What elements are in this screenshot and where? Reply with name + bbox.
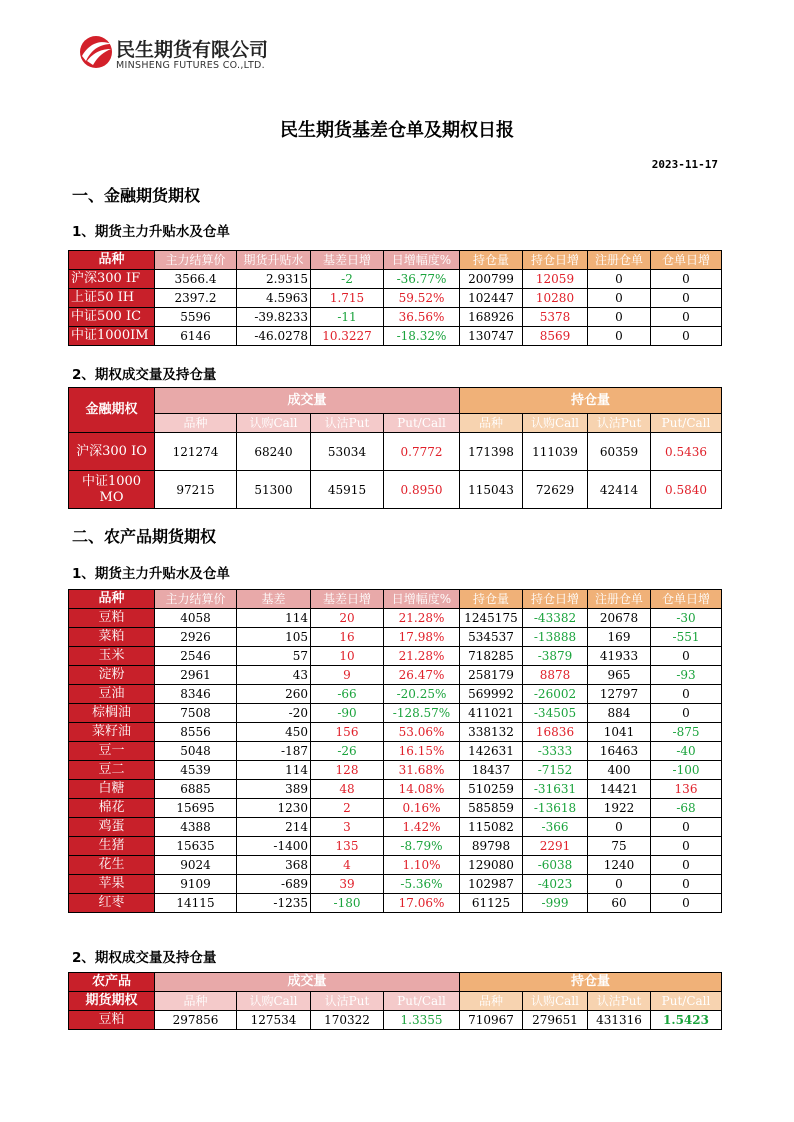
table-cell: 97215 (155, 471, 237, 509)
column-header: 日增幅度% (384, 590, 460, 609)
table-cell: 1.42% (384, 818, 460, 837)
table-cell: 16.15% (384, 742, 460, 761)
options-subheader: Put/Call (384, 414, 460, 433)
table-cell: 39 (311, 875, 384, 894)
table-cell: 965 (588, 666, 651, 685)
table-cell: 129080 (460, 856, 523, 875)
logo-english-name: MINSHENG FUTURES CO.,LTD. (116, 60, 265, 71)
table-cell: 297856 (155, 1011, 237, 1030)
table-cell: 72629 (523, 471, 588, 509)
table-cell: -34505 (523, 704, 588, 723)
table-cell: -5.36% (384, 875, 460, 894)
table-cell: 0 (651, 894, 722, 913)
table-cell: 534537 (460, 628, 523, 647)
table-cell: 0 (651, 875, 722, 894)
table-cell: 431316 (588, 1011, 651, 1030)
table-cell: -36.77% (384, 270, 460, 289)
table-cell: 0 (588, 289, 651, 308)
table-cell: -551 (651, 628, 722, 647)
table-cell: 59.52% (384, 289, 460, 308)
column-header: 主力结算价 (155, 251, 237, 270)
table-row (69, 875, 722, 894)
section2-sub1: 1、期货主力升贴水及仓单 (72, 566, 230, 582)
table-cell: 60 (588, 894, 651, 913)
table-cell: 510259 (460, 780, 523, 799)
table-cell: 26.47% (384, 666, 460, 685)
table-cell: 14115 (155, 894, 237, 913)
options-subheader: 认购Call (523, 992, 588, 1011)
product-name: 棉花 (69, 799, 155, 818)
table-cell: -26 (311, 742, 384, 761)
table-cell: -999 (523, 894, 588, 913)
table-cell: -7152 (523, 761, 588, 780)
column-header: 主力结算价 (155, 590, 237, 609)
table-cell: 9109 (155, 875, 237, 894)
table-cell: 6885 (155, 780, 237, 799)
product-name: 白糖 (69, 780, 155, 799)
table-cell: 4058 (155, 609, 237, 628)
table-row (69, 799, 722, 818)
table-cell: 17.06% (384, 894, 460, 913)
table-cell: 10280 (523, 289, 588, 308)
table-cell: 168926 (460, 308, 523, 327)
table-row (69, 289, 722, 308)
table-cell: 115082 (460, 818, 523, 837)
table-cell: -93 (651, 666, 722, 685)
table-cell: -11 (311, 308, 384, 327)
table-cell: 3 (311, 818, 384, 837)
table-cell: -1400 (237, 837, 311, 856)
report-date: 2023-11-17 (651, 158, 718, 171)
table-cell: -13618 (523, 799, 588, 818)
table-cell: 53.06% (384, 723, 460, 742)
table-cell: 279651 (523, 1011, 588, 1030)
table-cell: 1245175 (460, 609, 523, 628)
table-cell: 102987 (460, 875, 523, 894)
product-name: 玉米 (69, 647, 155, 666)
table-cell: 884 (588, 704, 651, 723)
table-row (69, 433, 722, 471)
product-name: 豆粕 (69, 609, 155, 628)
table-cell: -90 (311, 704, 384, 723)
table-row (69, 761, 722, 780)
table-cell: 200799 (460, 270, 523, 289)
table-cell: -8.79% (384, 837, 460, 856)
table-cell: 61125 (460, 894, 523, 913)
table-cell: -6038 (523, 856, 588, 875)
table-cell: 214 (237, 818, 311, 837)
table-cell: 2926 (155, 628, 237, 647)
table-cell: 114 (237, 761, 311, 780)
table-cell: 8878 (523, 666, 588, 685)
table-cell: 12797 (588, 685, 651, 704)
table-cell: 8556 (155, 723, 237, 742)
table-cell: 136 (651, 780, 722, 799)
options-subheader: 认沽Put (588, 414, 651, 433)
section1-sub2: 2、期权成交量及持仓量 (72, 367, 217, 383)
product-name: 苹果 (69, 875, 155, 894)
table-row (69, 837, 722, 856)
table-cell: 0 (588, 327, 651, 346)
table-cell: 4 (311, 856, 384, 875)
table-row (69, 685, 722, 704)
table-cell: 4.5963 (237, 289, 311, 308)
table-cell: 5378 (523, 308, 588, 327)
table-cell: 9 (311, 666, 384, 685)
table-cell: 4539 (155, 761, 237, 780)
table-cell: 18437 (460, 761, 523, 780)
product-name: 豆二 (69, 761, 155, 780)
table-cell: 41933 (588, 647, 651, 666)
table-cell: 43 (237, 666, 311, 685)
column-header: 基差日增 (311, 251, 384, 270)
table-row (69, 471, 722, 509)
options-subheader: 品种 (460, 992, 523, 1011)
table-cell: 20 (311, 609, 384, 628)
table-cell: 15695 (155, 799, 237, 818)
table-cell: 450 (237, 723, 311, 742)
options-title-cell-2: 期货期权 (69, 992, 155, 1011)
table-cell: -2 (311, 270, 384, 289)
product-name: 菜籽油 (69, 723, 155, 742)
table-row (69, 628, 722, 647)
table-cell: 2397.2 (155, 289, 237, 308)
table-cell: 130747 (460, 327, 523, 346)
table-cell: 0 (651, 289, 722, 308)
table-cell: 142631 (460, 742, 523, 761)
table-cell: 710967 (460, 1011, 523, 1030)
table-cell: 2961 (155, 666, 237, 685)
table-cell: 115043 (460, 471, 523, 509)
column-header: 品种 (69, 590, 155, 609)
product-name: 上证50 IH (69, 289, 155, 308)
table-cell: 1.5423 (651, 1011, 722, 1030)
table-cell: 127534 (237, 1011, 311, 1030)
table-cell: 9024 (155, 856, 237, 875)
options-title-cell-1: 农产品 (69, 973, 155, 992)
table-cell: 411021 (460, 704, 523, 723)
product-name: 中证1000 MO (69, 471, 155, 509)
table-cell: -3333 (523, 742, 588, 761)
table-cell: 0 (651, 818, 722, 837)
minsheng-logo-icon (78, 34, 114, 70)
options-subheader: Put/Call (651, 992, 722, 1011)
table-cell: 2 (311, 799, 384, 818)
table-cell: 6146 (155, 327, 237, 346)
column-header: 日增幅度% (384, 251, 460, 270)
table-cell: 8569 (523, 327, 588, 346)
table-cell: -43382 (523, 609, 588, 628)
oi-group-header: 持仓量 (460, 973, 722, 992)
table-cell: 0 (588, 818, 651, 837)
column-header: 品种 (69, 251, 155, 270)
product-name: 豆粕 (69, 1011, 155, 1030)
table-header-row (69, 251, 722, 270)
table-cell: 0 (651, 270, 722, 289)
table-cell: 170322 (311, 1011, 384, 1030)
table-cell: 45915 (311, 471, 384, 509)
table-cell: 10.3227 (311, 327, 384, 346)
table-cell: 169 (588, 628, 651, 647)
table-cell: 718285 (460, 647, 523, 666)
table-cell: 21.28% (384, 647, 460, 666)
table-row (69, 647, 722, 666)
table-cell: 171398 (460, 433, 523, 471)
table-cell: 16463 (588, 742, 651, 761)
table-cell: 1.10% (384, 856, 460, 875)
options-subheader: Put/Call (651, 414, 722, 433)
table-cell: 338132 (460, 723, 523, 742)
table-cell: 14421 (588, 780, 651, 799)
table-row (69, 894, 722, 913)
table-row (69, 609, 722, 628)
table-cell: -875 (651, 723, 722, 742)
table-cell: 7508 (155, 704, 237, 723)
table-cell: -39.8233 (237, 308, 311, 327)
table-cell: 135 (311, 837, 384, 856)
table-cell: -68 (651, 799, 722, 818)
section2-sub2: 2、期权成交量及持仓量 (72, 950, 217, 966)
table-cell: -187 (237, 742, 311, 761)
section1-title: 一、金融期货期权 (72, 186, 201, 205)
table-cell: 57 (237, 647, 311, 666)
options-subheader: 品种 (155, 992, 237, 1011)
table-cell: 105 (237, 628, 311, 647)
table-cell: 5048 (155, 742, 237, 761)
table-cell: 585859 (460, 799, 523, 818)
table-cell: -66 (311, 685, 384, 704)
table-cell: -180 (311, 894, 384, 913)
table-cell: 368 (237, 856, 311, 875)
agri-futures-table (68, 589, 722, 913)
financial-futures-table (68, 250, 722, 346)
table-header-row (69, 590, 722, 609)
table-cell: 17.98% (384, 628, 460, 647)
table-cell: -366 (523, 818, 588, 837)
table-cell: 1.3355 (384, 1011, 460, 1030)
column-header: 持仓日增 (523, 251, 588, 270)
table-cell: 20678 (588, 609, 651, 628)
table-cell: 389 (237, 780, 311, 799)
column-header: 仓单日增 (651, 251, 722, 270)
table-cell: 0 (651, 685, 722, 704)
table-row (69, 780, 722, 799)
table-cell: 0 (651, 327, 722, 346)
table-cell: 4388 (155, 818, 237, 837)
table-cell: 21.28% (384, 609, 460, 628)
column-header: 持仓量 (460, 590, 523, 609)
volume-group-header: 成交量 (155, 973, 460, 992)
options-subheader: 认沽Put (588, 992, 651, 1011)
table-cell: 0 (588, 308, 651, 327)
product-name: 淀粉 (69, 666, 155, 685)
table-cell: 16836 (523, 723, 588, 742)
section1-sub1: 1、期货主力升贴水及仓单 (72, 224, 230, 240)
financial-options-table (68, 387, 722, 509)
column-header: 仓单日增 (651, 590, 722, 609)
logo-chinese-name: 民生期货有限公司 (116, 39, 269, 61)
options-title-cell: 金融期权 (69, 388, 155, 433)
options-subheader: 品种 (155, 414, 237, 433)
column-header: 期货升贴水 (237, 251, 311, 270)
table-cell: -20 (237, 704, 311, 723)
table-row (69, 308, 722, 327)
column-header: 注册仓单 (588, 251, 651, 270)
column-header: 注册仓单 (588, 590, 651, 609)
table-row (69, 818, 722, 837)
column-header: 持仓日增 (523, 590, 588, 609)
table-cell: 89798 (460, 837, 523, 856)
table-cell: -128.57% (384, 704, 460, 723)
table-cell: 102447 (460, 289, 523, 308)
table-cell: 1041 (588, 723, 651, 742)
table-cell: 0 (588, 270, 651, 289)
report-title: 民生期货基差仓单及期权日报 (280, 120, 514, 141)
table-row (69, 666, 722, 685)
table-cell: 0 (651, 308, 722, 327)
table-cell: 36.56% (384, 308, 460, 327)
options-subheader: 认沽Put (311, 414, 384, 433)
table-cell: 260 (237, 685, 311, 704)
table-row (69, 742, 722, 761)
table-cell: 0 (588, 875, 651, 894)
table-row (69, 327, 722, 346)
table-row (69, 270, 722, 289)
table-cell: 0.5840 (651, 471, 722, 509)
table-cell: 0 (651, 647, 722, 666)
table-cell: 1.715 (311, 289, 384, 308)
table-cell: 48 (311, 780, 384, 799)
options-subheader-row (69, 992, 722, 1011)
table-row (69, 723, 722, 742)
table-cell: 16 (311, 628, 384, 647)
product-name: 鸡蛋 (69, 818, 155, 837)
table-cell: -4023 (523, 875, 588, 894)
options-subheader: 认购Call (237, 414, 311, 433)
table-cell: 31.68% (384, 761, 460, 780)
product-name: 豆油 (69, 685, 155, 704)
table-cell: -13888 (523, 628, 588, 647)
company-logo (78, 34, 298, 74)
product-name: 沪深300 IF (69, 270, 155, 289)
table-cell: 12059 (523, 270, 588, 289)
table-cell: 14.08% (384, 780, 460, 799)
table-cell: 75 (588, 837, 651, 856)
table-cell: 400 (588, 761, 651, 780)
table-cell: -3879 (523, 647, 588, 666)
oi-group-header: 持仓量 (460, 388, 722, 414)
table-cell: 2291 (523, 837, 588, 856)
table-row (69, 1011, 722, 1030)
table-cell: 60359 (588, 433, 651, 471)
table-cell: 2546 (155, 647, 237, 666)
table-cell: 8346 (155, 685, 237, 704)
column-header: 持仓量 (460, 251, 523, 270)
options-subheader: 认购Call (237, 992, 311, 1011)
table-row (69, 856, 722, 875)
column-header: 基差日增 (311, 590, 384, 609)
product-name: 沪深300 IO (69, 433, 155, 471)
table-cell: 0 (651, 856, 722, 875)
table-cell: -46.0278 (237, 327, 311, 346)
table-cell: 0.5436 (651, 433, 722, 471)
table-cell: 0.7772 (384, 433, 460, 471)
options-subheader: 认沽Put (311, 992, 384, 1011)
table-cell: 156 (311, 723, 384, 742)
table-cell: 42414 (588, 471, 651, 509)
product-name: 花生 (69, 856, 155, 875)
table-cell: 0 (651, 704, 722, 723)
product-name: 红枣 (69, 894, 155, 913)
product-name: 中证1000IM (69, 327, 155, 346)
table-cell: -20.25% (384, 685, 460, 704)
agri-options-table (68, 972, 722, 1030)
product-name: 中证500 IC (69, 308, 155, 327)
table-cell: 128 (311, 761, 384, 780)
options-subheader: 品种 (460, 414, 523, 433)
product-name: 生猪 (69, 837, 155, 856)
table-cell: 3566.4 (155, 270, 237, 289)
table-cell: 0.8950 (384, 471, 460, 509)
table-cell: 569992 (460, 685, 523, 704)
table-cell: -30 (651, 609, 722, 628)
table-cell: -1235 (237, 894, 311, 913)
options-subheader: 认购Call (523, 414, 588, 433)
section2-title: 二、农产品期货期权 (72, 527, 217, 546)
table-cell: 51300 (237, 471, 311, 509)
options-subheader: Put/Call (384, 992, 460, 1011)
table-cell: 10 (311, 647, 384, 666)
volume-group-header: 成交量 (155, 388, 460, 414)
table-row (69, 704, 722, 723)
table-cell: 0 (651, 837, 722, 856)
table-cell: 0.16% (384, 799, 460, 818)
column-header: 基差 (237, 590, 311, 609)
table-cell: 111039 (523, 433, 588, 471)
product-name: 菜粕 (69, 628, 155, 647)
table-cell: 53034 (311, 433, 384, 471)
table-cell: 258179 (460, 666, 523, 685)
table-cell: 1240 (588, 856, 651, 875)
table-cell: -40 (651, 742, 722, 761)
table-cell: 114 (237, 609, 311, 628)
table-cell: -31631 (523, 780, 588, 799)
table-cell: -26002 (523, 685, 588, 704)
table-cell: 68240 (237, 433, 311, 471)
product-name: 棕榈油 (69, 704, 155, 723)
table-cell: 15635 (155, 837, 237, 856)
table-cell: 5596 (155, 308, 237, 327)
table-cell: -689 (237, 875, 311, 894)
table-cell: 1922 (588, 799, 651, 818)
options-subheader-row (69, 414, 722, 433)
table-cell: -18.32% (384, 327, 460, 346)
product-name: 豆一 (69, 742, 155, 761)
table-cell: 1230 (237, 799, 311, 818)
table-cell: 2.9315 (237, 270, 311, 289)
table-cell: 121274 (155, 433, 237, 471)
table-cell: -100 (651, 761, 722, 780)
